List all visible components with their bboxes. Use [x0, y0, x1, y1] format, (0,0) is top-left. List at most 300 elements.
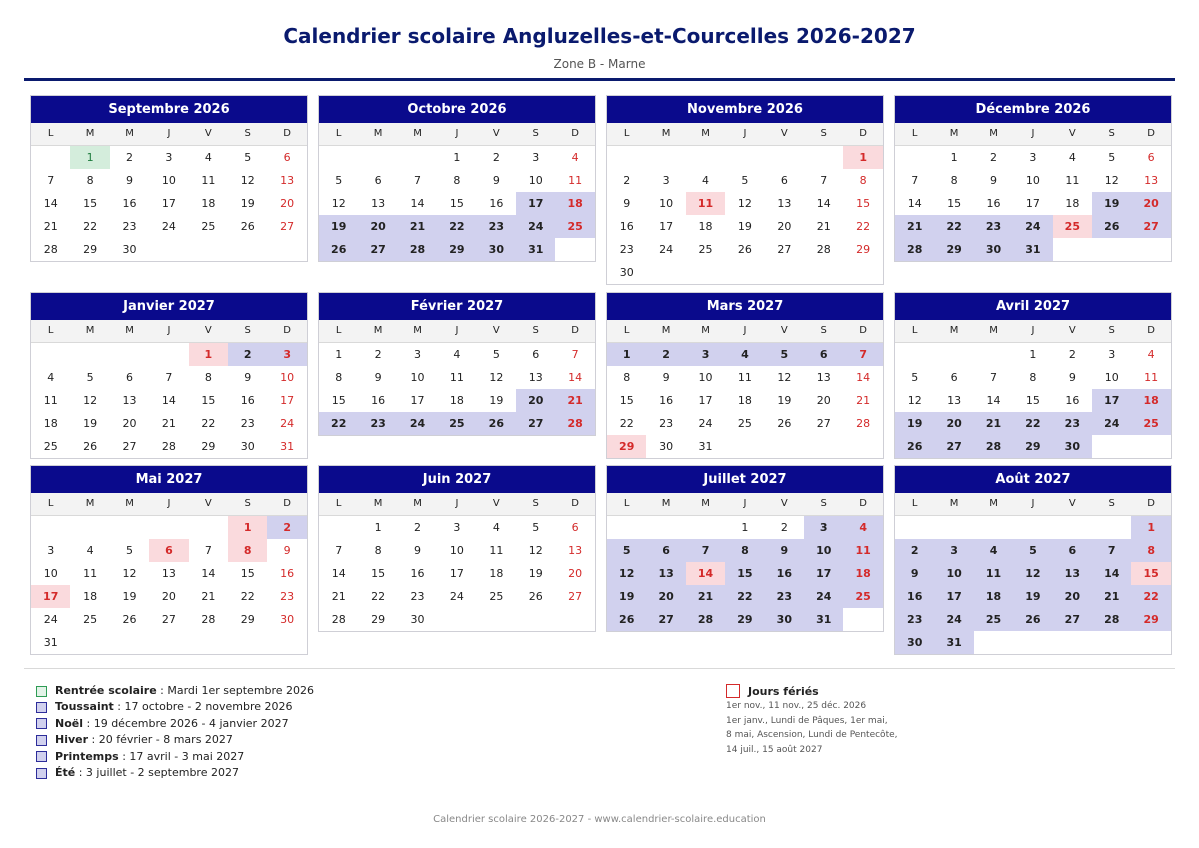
day-cell: 12 [907, 394, 922, 407]
month-title: Octobre 2026 [319, 96, 595, 123]
day-cell: 5 [335, 174, 343, 187]
day-cell: 31 [698, 440, 713, 453]
day-cell: 28 [816, 243, 831, 256]
weekday-label: M [661, 128, 671, 139]
day-cell: 4 [1068, 151, 1076, 164]
day-cell: 8 [335, 371, 343, 384]
day-cell: 14 [1092, 562, 1131, 585]
day-cell: 18 [489, 567, 504, 580]
day-cell: 1 [607, 343, 646, 366]
weekday-label: M [373, 325, 383, 336]
page-subtitle: Zone B - Marne [553, 57, 646, 71]
weekday-label: D [859, 325, 867, 336]
day-cell: 14 [907, 197, 922, 210]
day-cell: 29 [240, 613, 255, 626]
day-cell: 23 [619, 243, 634, 256]
weekday-label: L [623, 498, 630, 509]
weekday-label: M [989, 498, 998, 509]
day-cell: 9 [126, 174, 134, 187]
day-cell: 29 [437, 238, 476, 261]
day-cell: 11 [449, 371, 464, 384]
day-cell: 25 [489, 590, 504, 603]
day-cell: 29 [201, 440, 216, 453]
month-calendar [894, 465, 1172, 655]
empty-cell [358, 146, 397, 169]
day-cell: 13 [646, 562, 685, 585]
day-cell: 3 [165, 151, 173, 164]
day-cell: 31 [804, 608, 843, 631]
day-cell: 27 [568, 590, 583, 603]
day-cell: 25 [1131, 412, 1170, 435]
day-cell: 26 [477, 412, 516, 435]
day-cell: 4 [47, 371, 55, 384]
day-cell: 29 [856, 243, 871, 256]
day-cell: 13 [947, 394, 962, 407]
day-cell: 9 [244, 371, 252, 384]
month-calendar [606, 95, 884, 285]
day-cell: 15 [331, 394, 346, 407]
day-cell: 6 [283, 151, 291, 164]
month-title: Août 2027 [895, 466, 1171, 493]
weekday-label: V [780, 498, 788, 509]
day-cell: 4 [204, 151, 212, 164]
day-cell: 6 [646, 539, 685, 562]
day-cell: 6 [950, 371, 958, 384]
month-title: Juin 2027 [319, 466, 595, 493]
day-cell: 23 [659, 417, 674, 430]
weekday-label: D [571, 128, 579, 139]
day-cell: 1 [1029, 348, 1037, 361]
day-cell: 31 [516, 238, 555, 261]
day-cell: 9 [765, 539, 804, 562]
weekday-label: V [780, 325, 788, 336]
day-cell: 24 [934, 608, 973, 631]
day-cell: 12 [240, 174, 255, 187]
weekday-label: V [1068, 498, 1076, 509]
day-cell: 24 [804, 585, 843, 608]
day-cell: 12 [83, 394, 98, 407]
empty-cell [31, 146, 70, 169]
empty-cell [70, 516, 109, 539]
day-cell: 30 [410, 613, 425, 626]
month-title: Mai 2027 [31, 466, 307, 493]
day-cell: 19 [895, 412, 934, 435]
legend-label: Rentrée scolaire [55, 684, 157, 697]
legend-item [36, 716, 314, 732]
day-cell: 11 [489, 544, 504, 557]
day-cell: 10 [528, 174, 543, 187]
day-cell: 30 [240, 440, 255, 453]
day-cell: 11 [1065, 174, 1080, 187]
day-cell: 22 [319, 412, 358, 435]
day-cell: 10 [804, 539, 843, 562]
day-cell: 9 [492, 174, 500, 187]
day-cell: 20 [1131, 192, 1170, 215]
weekday-label: M [125, 498, 134, 509]
footer: Calendrier scolaire 2026-2027 - www.calendrier-scolaire.education [433, 814, 766, 825]
weekday-label: M [661, 325, 671, 336]
month-calendar [318, 292, 596, 436]
day-cell: 23 [280, 590, 295, 603]
day-cell: 22 [201, 417, 216, 430]
day-cell: 12 [331, 197, 346, 210]
weekday-label: D [571, 498, 579, 509]
day-cell: 9 [414, 544, 422, 557]
day-cell: 20 [568, 567, 583, 580]
day-cell: 11 [201, 174, 216, 187]
day-cell: 2 [646, 343, 685, 366]
empty-cell [646, 516, 685, 539]
day-cell: 25 [201, 220, 216, 233]
day-grid [31, 343, 307, 458]
blue-square-icon [36, 735, 47, 746]
weekday-label: M [701, 325, 710, 336]
day-cell: 28 [895, 238, 934, 261]
day-cell: 10 [410, 371, 425, 384]
day-cell: 26 [83, 440, 98, 453]
empty-cell [319, 146, 358, 169]
day-cell: 21 [686, 585, 725, 608]
day-cell: 6 [374, 174, 382, 187]
day-cell: 26 [1013, 608, 1052, 631]
day-cell: 20 [122, 417, 137, 430]
day-cell: 29 [607, 435, 646, 458]
day-cell: 24 [516, 215, 555, 238]
empty-cell [398, 146, 437, 169]
empty-cell [934, 516, 973, 539]
day-cell: 12 [777, 371, 792, 384]
day-cell: 13 [528, 371, 543, 384]
weekday-label: M [413, 128, 422, 139]
day-cell: 29 [83, 243, 98, 256]
weekday-header [319, 493, 595, 516]
weekday-label: S [820, 325, 827, 336]
day-cell: 11 [1144, 371, 1159, 384]
month-calendar [894, 292, 1172, 459]
vacation-legend [36, 683, 314, 781]
day-cell: 22 [856, 220, 871, 233]
weekday-label: J [743, 498, 747, 509]
day-cell: 10 [659, 197, 674, 210]
day-cell: 17 [698, 394, 713, 407]
day-cell: 19 [607, 585, 646, 608]
day-grid [319, 343, 595, 435]
day-cell: 9 [623, 197, 631, 210]
weekday-label: V [204, 128, 212, 139]
day-cell: 18 [1065, 197, 1080, 210]
day-cell: 10 [1104, 371, 1119, 384]
weekday-label: J [455, 498, 459, 509]
day-cell: 20 [777, 220, 792, 233]
day-cell: 7 [990, 371, 998, 384]
day-cell: 27 [161, 613, 176, 626]
day-cell: 31 [1013, 238, 1052, 261]
day-cell: 1 [453, 151, 461, 164]
weekday-label: M [949, 128, 959, 139]
weekday-label: J [743, 128, 747, 139]
day-cell: 10 [934, 562, 973, 585]
weekday-label: D [283, 498, 291, 509]
month-calendar [318, 95, 596, 262]
day-grid [607, 146, 883, 284]
day-cell: 14 [410, 197, 425, 210]
weekday-label: J [167, 498, 171, 509]
day-cell: 28 [1092, 608, 1131, 631]
day-cell: 22 [619, 417, 634, 430]
day-cell: 26 [737, 243, 752, 256]
day-cell: 17 [804, 562, 843, 585]
day-cell: 30 [659, 440, 674, 453]
empty-cell [934, 343, 973, 366]
day-cell: 15 [83, 197, 98, 210]
day-cell: 31 [280, 440, 295, 453]
day-cell: 2 [374, 348, 382, 361]
empty-cell [646, 146, 685, 169]
day-cell: 3 [267, 343, 306, 366]
day-cell: 17 [31, 585, 70, 608]
day-cell: 7 [843, 343, 882, 366]
day-cell: 1 [335, 348, 343, 361]
day-cell: 15 [947, 197, 962, 210]
day-cell: 21 [331, 590, 346, 603]
month-title: Novembre 2026 [607, 96, 883, 123]
day-cell: 16 [619, 220, 634, 233]
weekday-label: M [85, 325, 95, 336]
weekday-label: J [167, 128, 171, 139]
day-cell: 4 [974, 539, 1013, 562]
day-cell: 5 [244, 151, 252, 164]
empty-cell [686, 146, 725, 169]
day-cell: 4 [453, 348, 461, 361]
day-grid [895, 516, 1171, 654]
day-cell: 16 [986, 197, 1001, 210]
day-cell: 2 [267, 516, 306, 539]
blue-square-icon [36, 702, 47, 713]
legend-text: : 3 juillet - 2 septembre 2027 [75, 765, 239, 779]
day-cell: 28 [201, 613, 216, 626]
day-cell: 25 [43, 440, 58, 453]
red-square-icon [726, 684, 740, 698]
day-cell: 8 [453, 174, 461, 187]
day-cell: 11 [843, 539, 882, 562]
weekday-label: M [125, 128, 134, 139]
holidays-line: 1er janv., Lundi de Pâques, 1er mai, [726, 715, 888, 726]
empty-cell [974, 516, 1013, 539]
day-cell: 20 [358, 215, 397, 238]
legend-item [36, 683, 314, 699]
day-cell: 14 [986, 394, 1001, 407]
day-cell: 10 [280, 371, 295, 384]
day-cell: 13 [122, 394, 137, 407]
weekday-label: V [780, 128, 788, 139]
day-cell: 29 [371, 613, 386, 626]
day-cell: 3 [934, 539, 973, 562]
day-cell: 9 [662, 371, 670, 384]
day-cell: 7 [571, 348, 579, 361]
day-cell: 5 [492, 348, 500, 361]
weekday-label: M [701, 128, 710, 139]
day-cell: 12 [607, 562, 646, 585]
day-cell: 4 [725, 343, 764, 366]
day-cell: 21 [555, 389, 594, 412]
weekday-label: S [244, 128, 251, 139]
day-cell: 22 [83, 220, 98, 233]
empty-cell [1092, 516, 1131, 539]
day-cell: 22 [934, 215, 973, 238]
day-cell: 30 [280, 613, 295, 626]
day-cell: 26 [1092, 215, 1131, 238]
day-cell: 16 [659, 394, 674, 407]
weekday-label: V [204, 498, 212, 509]
day-cell: 17 [659, 220, 674, 233]
legend-text: : Mardi 1er septembre 2026 [156, 684, 315, 697]
weekday-label: M [85, 498, 95, 509]
day-cell: 8 [950, 174, 958, 187]
legend-label: Printemps [55, 749, 119, 763]
empty-cell [149, 516, 188, 539]
day-cell: 10 [161, 174, 176, 187]
weekday-label: M [413, 325, 422, 336]
day-cell: 9 [895, 562, 934, 585]
day-cell: 15 [856, 197, 871, 210]
legend-text: : 19 décembre 2026 - 4 janvier 2027 [83, 716, 289, 730]
day-cell: 30 [1053, 435, 1092, 458]
day-cell: 9 [990, 174, 998, 187]
day-cell: 4 [1147, 348, 1155, 361]
weekday-header [895, 320, 1171, 343]
day-cell: 2 [780, 521, 788, 534]
day-cell: 20 [161, 590, 176, 603]
day-cell: 3 [47, 544, 55, 557]
day-cell: 5 [86, 371, 94, 384]
day-cell: 16 [1065, 394, 1080, 407]
day-cell: 28 [43, 243, 58, 256]
day-cell: 26 [777, 417, 792, 430]
empty-cell [110, 516, 149, 539]
weekday-label: D [859, 128, 867, 139]
empty-cell [1013, 516, 1052, 539]
day-cell: 27 [646, 608, 685, 631]
day-cell: 21 [895, 215, 934, 238]
day-cell: 8 [86, 174, 94, 187]
day-cell: 28 [686, 608, 725, 631]
day-cell: 2 [990, 151, 998, 164]
day-cell: 13 [1144, 174, 1159, 187]
day-cell: 14 [856, 371, 871, 384]
day-cell: 5 [1013, 539, 1052, 562]
day-cell: 16 [410, 567, 425, 580]
day-cell: 19 [737, 220, 752, 233]
day-cell: 27 [816, 417, 831, 430]
day-cell: 28 [331, 613, 346, 626]
day-cell: 6 [804, 343, 843, 366]
day-cell: 28 [161, 440, 176, 453]
day-cell: 3 [804, 516, 843, 539]
day-cell: 3 [453, 521, 461, 534]
day-cell: 14 [686, 562, 725, 585]
day-cell: 6 [126, 371, 134, 384]
weekday-label: J [743, 325, 747, 336]
weekday-label: S [1108, 325, 1115, 336]
day-cell: 30 [122, 243, 137, 256]
day-cell: 24 [398, 412, 437, 435]
day-cell: 12 [737, 197, 752, 210]
holidays-header [726, 683, 898, 699]
day-cell: 26 [607, 608, 646, 631]
weekday-label: V [1068, 128, 1076, 139]
weekday-header [895, 123, 1171, 146]
day-cell: 11 [974, 562, 1013, 585]
month-title: Avril 2027 [895, 293, 1171, 320]
day-cell: 15 [449, 197, 464, 210]
weekday-label: V [492, 128, 500, 139]
empty-cell [607, 516, 646, 539]
weekday-label: J [455, 325, 459, 336]
day-cell: 21 [856, 394, 871, 407]
weekday-label: S [532, 325, 539, 336]
day-cell: 30 [895, 631, 934, 654]
day-cell: 28 [398, 238, 437, 261]
public-holidays-legend [726, 683, 898, 757]
day-cell: 18 [698, 220, 713, 233]
day-cell: 13 [816, 371, 831, 384]
day-cell: 28 [856, 417, 871, 430]
day-cell: 18 [201, 197, 216, 210]
day-cell: 20 [646, 585, 685, 608]
empty-cell [70, 343, 109, 366]
day-grid [895, 343, 1171, 458]
day-cell: 11 [568, 174, 583, 187]
weekday-header [31, 123, 307, 146]
weekday-label: S [820, 498, 827, 509]
weekday-label: D [283, 325, 291, 336]
day-cell: 16 [371, 394, 386, 407]
day-cell: 7 [820, 174, 828, 187]
weekday-label: M [701, 498, 710, 509]
month-calendar [30, 465, 308, 655]
day-cell: 21 [201, 590, 216, 603]
day-cell: 13 [1053, 562, 1092, 585]
day-cell: 19 [777, 394, 792, 407]
day-cell: 13 [371, 197, 386, 210]
day-cell: 27 [934, 435, 973, 458]
weekday-label: M [989, 128, 998, 139]
day-cell: 23 [765, 585, 804, 608]
month-title: Décembre 2026 [895, 96, 1171, 123]
day-cell: 17 [1092, 389, 1131, 412]
empty-cell [895, 516, 934, 539]
weekday-label: L [623, 128, 630, 139]
weekday-label: S [820, 128, 827, 139]
day-cell: 15 [201, 394, 216, 407]
blue-square-icon [36, 718, 47, 729]
legend-text: : 20 février - 8 mars 2027 [88, 733, 233, 747]
day-cell: 22 [1013, 412, 1052, 435]
day-grid [607, 343, 883, 458]
weekday-label: M [373, 128, 383, 139]
day-cell: 23 [410, 590, 425, 603]
day-cell: 25 [437, 412, 476, 435]
day-cell: 10 [1025, 174, 1040, 187]
holidays-line: 8 mai, Ascension, Lundi de Pentecôte, [726, 730, 898, 740]
day-cell: 7 [414, 174, 422, 187]
day-cell: 29 [934, 238, 973, 261]
day-cell: 8 [1029, 371, 1037, 384]
day-cell: 30 [765, 608, 804, 631]
weekday-label: L [911, 325, 918, 336]
weekday-header [31, 320, 307, 343]
day-cell: 23 [240, 417, 255, 430]
